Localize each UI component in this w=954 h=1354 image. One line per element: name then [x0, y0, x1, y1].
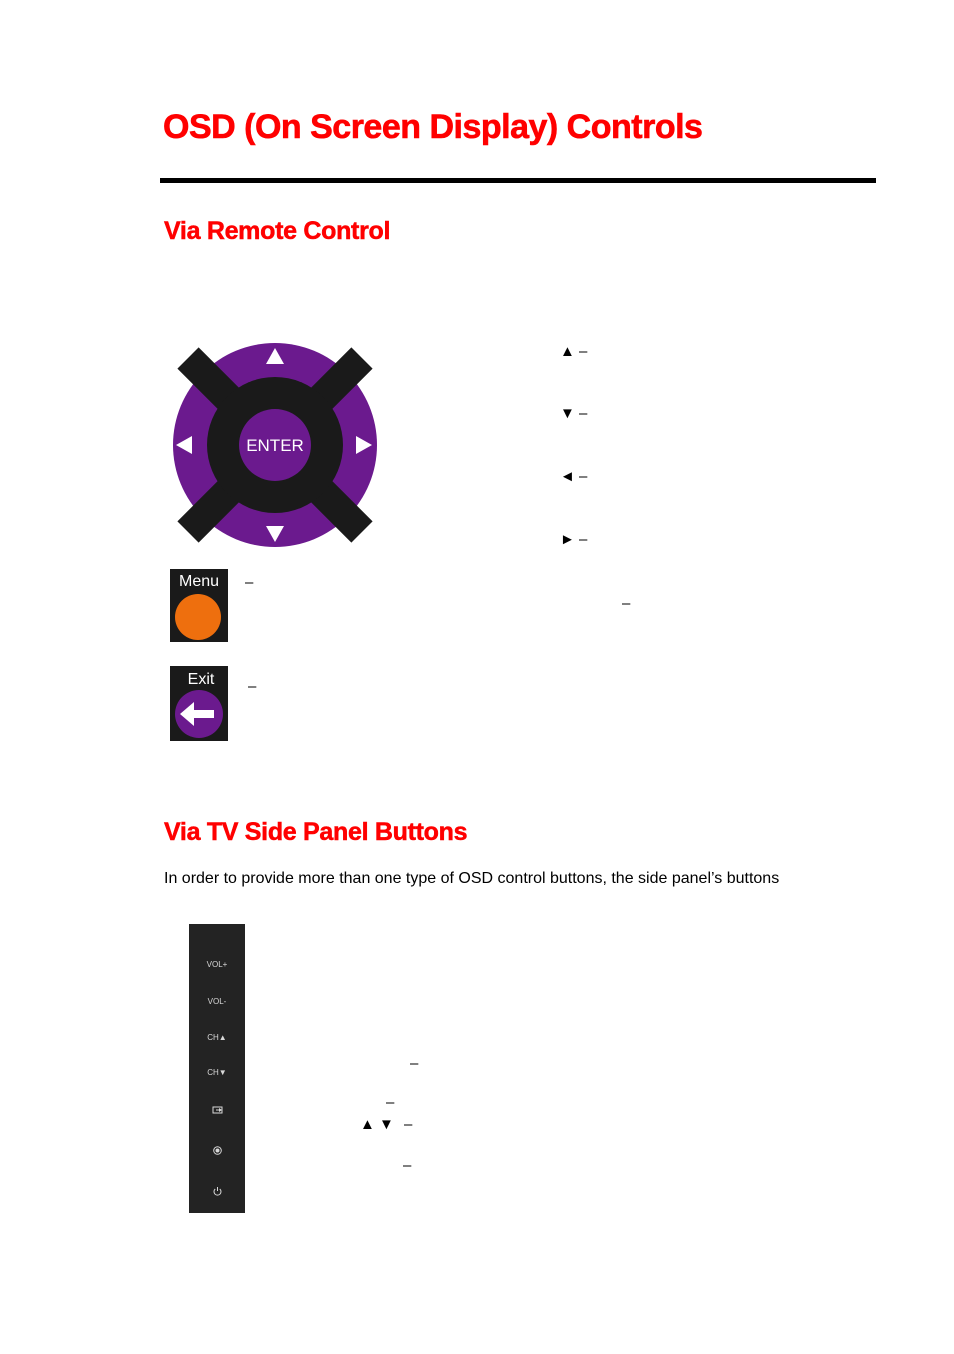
left-arrow-icon: ◄ — [560, 468, 575, 485]
menu-key-image — [170, 569, 228, 642]
arrow-item-left: ◄ – — [560, 468, 588, 485]
menu-description-dash: – — [245, 574, 254, 591]
up-arrow-icon: ▲ — [560, 343, 575, 360]
arrow-item-up: ▲ – — [560, 343, 588, 360]
side-panel-image — [189, 924, 245, 1213]
up-down-arrows-icon: ▲ ▼ — [360, 1116, 394, 1133]
section-title-remote: Via Remote Control — [164, 217, 391, 245]
section-title-side-panel: Via TV Side Panel Buttons — [164, 818, 468, 846]
vol-up-button-label: VOL+ — [206, 960, 228, 969]
arrow-item-right: ► – — [560, 531, 588, 548]
input-source-icon — [212, 1105, 224, 1115]
side-panel-intro-text: In order to provide more than one type of OSD control buttons, the side panel’s buttons — [164, 870, 780, 887]
page-title: OSD (On Screen Display) Controls — [163, 108, 703, 146]
menu-button-circle — [175, 594, 221, 640]
enter-label: ENTER — [246, 436, 304, 455]
title-divider — [160, 178, 876, 183]
ch-up-button-label: CH▲ — [207, 1033, 227, 1042]
right-arrow-icon: ► — [560, 531, 575, 548]
menu-key-label: Menu — [178, 573, 220, 590]
exit-key-label: Exit — [187, 671, 215, 688]
side-desc-dash-1: – — [410, 1055, 419, 1072]
arrow-item-down: ▼ – — [560, 405, 588, 422]
down-arrow-icon: ▼ — [560, 405, 575, 422]
power-icon — [213, 1186, 222, 1196]
side-desc-dash-3: – — [403, 1157, 412, 1174]
enter-description-dash: – — [622, 595, 631, 612]
side-desc-dash-2: – — [386, 1094, 395, 1111]
side-desc-updown: ▲ ▼ – — [360, 1116, 413, 1133]
remote-dpad-image — [172, 342, 378, 548]
menu-dot-icon — [213, 1146, 222, 1155]
ch-down-button-label: CH▼ — [207, 1068, 227, 1077]
exit-key-image — [170, 666, 228, 741]
exit-description-dash: – — [248, 678, 257, 695]
vol-down-button-label: VOL- — [207, 997, 227, 1006]
